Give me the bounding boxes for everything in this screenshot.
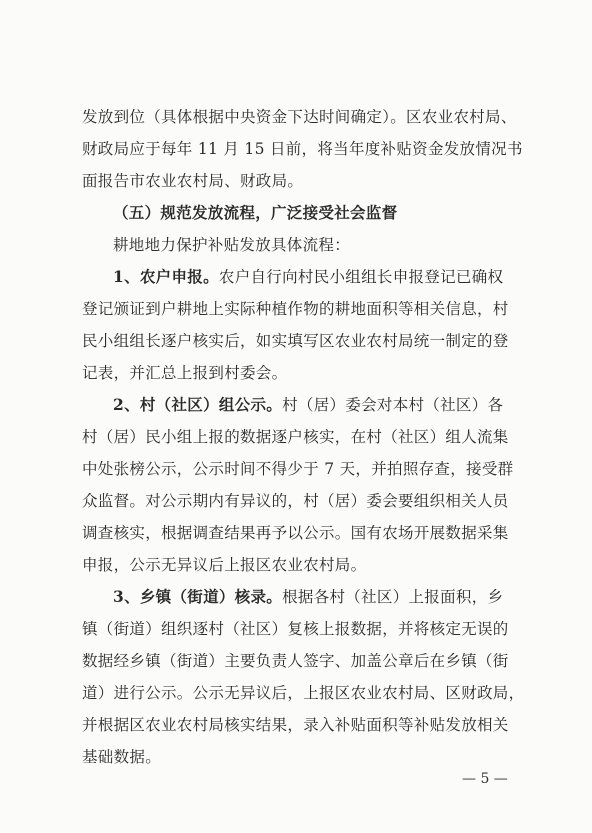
body-text: 财政局应于每年 11 月 15 日前，将当年度补贴资金发放情况书 (82, 140, 523, 158)
text-line (82, 165, 518, 197)
text-line (82, 133, 523, 165)
body-text: 申报，公示无异议后上报区农业农村局。 (82, 556, 367, 574)
document-body (82, 101, 525, 773)
text-line (82, 293, 518, 325)
page-number: — 5 — (462, 771, 508, 787)
heading-text: （五）规范发放流程，广泛接受社会监督 (113, 203, 398, 222)
heading-text: 2、村（社区）组公示。 (113, 395, 283, 414)
text-line (82, 613, 518, 645)
body-text: 耕地地力保护补贴发放具体流程： (113, 236, 351, 254)
body-text: 基础数据。 (82, 748, 162, 766)
text-line (82, 357, 518, 389)
text-line (82, 709, 518, 741)
text-line (82, 389, 518, 421)
body-text: 并根据区农业农村局核实结果，录入补贴面积等补贴发放相关 (82, 716, 509, 734)
text-line (82, 453, 518, 485)
body-text: 面报告市农业农村局、财政局。 (82, 172, 304, 190)
body-text: 根据各村（社区）上报面积，乡 (282, 588, 504, 606)
body-text: 登记颁证到户耕地上实际种植作物的耕地面积等相关信息，村 (82, 300, 509, 318)
text-line (82, 421, 518, 453)
heading-text: 1、农户申报。 (113, 267, 219, 286)
heading-text: 3、乡镇（街道）核录。 (113, 587, 283, 606)
text-line (82, 581, 518, 613)
text-line (82, 549, 518, 581)
body-text: 发放到位（具体根据中央资金下达时间确定）。区农业农村局、 (82, 108, 517, 126)
text-line (82, 741, 518, 773)
body-text: 数据经乡镇（街道）主要负责人签字、加盖公章后在乡镇（街 (82, 652, 509, 670)
text-line (82, 485, 518, 517)
text-line (82, 101, 518, 133)
body-text: 调查核实，根据调查结果再予以公示。国有农场开展数据采集 (82, 524, 509, 542)
body-text: 众监督。对公示期内有异议的，村（居）委会要组织相关人员 (82, 492, 509, 510)
body-text: 中处张榜公示，公示时间不得少于 7 天，并拍照存查，接受群 (82, 460, 514, 478)
body-text: 镇（街道）组织逐村（社区）复核上报数据，并将核定无误的 (82, 620, 509, 638)
text-line (82, 517, 518, 549)
body-text: 记表，并汇总上报到村委会。 (82, 364, 288, 382)
body-text: 民小组组长逐户核实后，如实填写区农业农村局统一制定的登 (82, 332, 509, 350)
text-line (82, 229, 518, 261)
body-text: 道）进行公示。公示无异议后，上报区农业农村局、区财政局， (82, 684, 525, 702)
body-text: 村（居）委会对本村（社区）各 (282, 396, 504, 414)
text-line (82, 325, 518, 357)
text-line (82, 645, 518, 677)
body-text: 农户自行向村民小组组长申报登记已确权 (218, 268, 504, 286)
text-line (82, 677, 525, 709)
text-line (82, 261, 518, 293)
text-line (82, 197, 518, 229)
body-text: 村（居）民小组上报的数据逐户核实，在村（社区）组人流集 (82, 428, 509, 446)
